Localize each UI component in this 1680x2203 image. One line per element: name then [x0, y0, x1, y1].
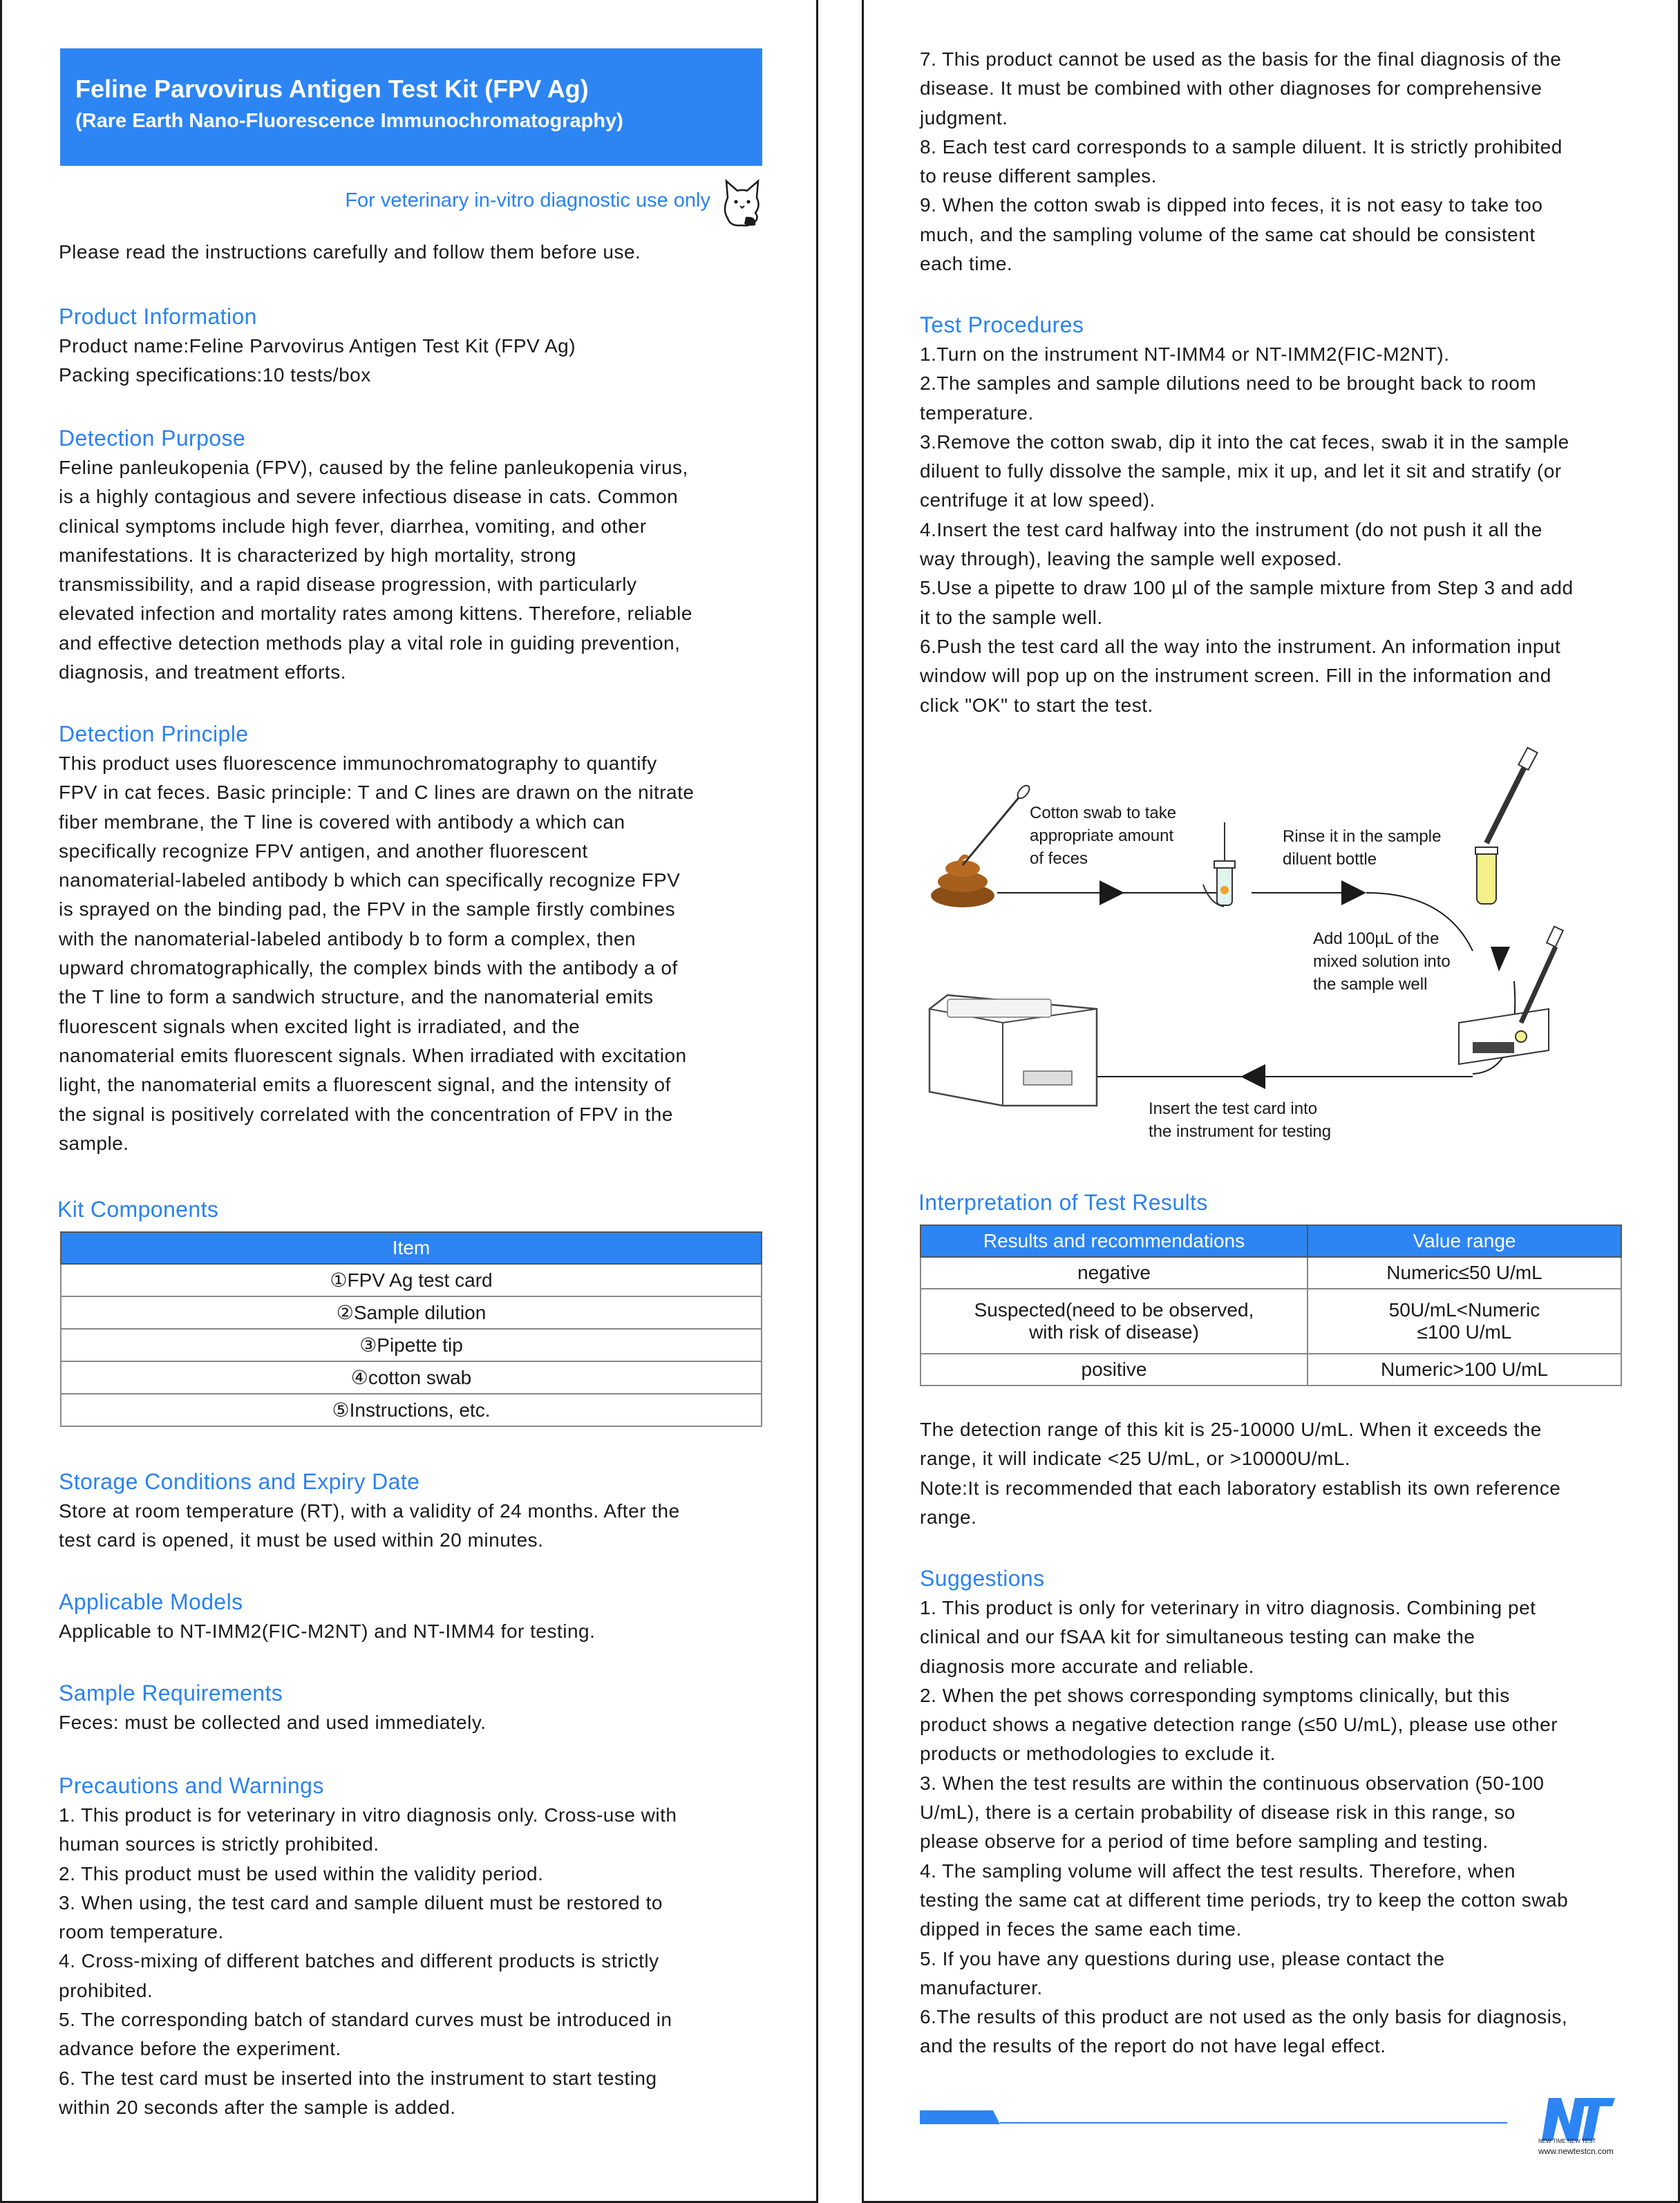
suggestion-line: clinical and our fSAA kit for simultaneous testing can make the: [920, 1626, 1475, 1648]
table-row: [921, 1354, 1621, 1386]
results-table: [920, 1225, 1622, 1386]
range-cell: 50U/mL<Numeric ≤100 U/mL: [1308, 1289, 1621, 1354]
procedure-line: window will pop up on the instrument screen. Fill in the information and: [920, 665, 1551, 687]
purpose-line: clinical symptoms include high fever, diarrhea, vomiting, and other: [59, 515, 647, 537]
table-row: [921, 1257, 1621, 1289]
table-row: [61, 1329, 762, 1361]
components-column-header: Item: [61, 1232, 762, 1264]
interpretation-heading: Interpretation of Test Results: [918, 1190, 1208, 1215]
range-cell: Numeric≤50 U/mL: [1308, 1257, 1621, 1289]
precaution-line: prohibited.: [59, 1979, 153, 2001]
purpose-line: manifestations. It is characterized by high mortality, strong: [59, 544, 576, 566]
precautions-heading: Precautions and Warnings: [59, 1773, 324, 1798]
insert-label-line: the instrument for testing: [1149, 1122, 1332, 1141]
purpose-line: Feline panleukopenia (FPV), caused by the feline panleukopenia virus,: [59, 457, 688, 478]
range-note: [920, 1415, 1623, 1532]
result-cell: positive: [921, 1354, 1308, 1386]
precaution-line: disease. It must be combined with other diagnoses for comprehensive: [920, 77, 1542, 100]
models-heading: Applicable Models: [59, 1589, 243, 1614]
product-info-heading: Product Information: [59, 304, 257, 329]
procedure-line: 4.Insert the test card halfway into the instrument (do not push it all the: [920, 518, 1542, 540]
add-label-line: Add 100µL of the: [1313, 929, 1440, 948]
procedure-line: 3.Remove the cotton swab, dip it into the cat feces, swab it in the sample: [920, 431, 1569, 453]
purpose-line: elevated infection and mortality rates among kittens. Therefore, reliable: [59, 603, 692, 625]
range-cell: Numeric>100 U/mL: [1308, 1354, 1621, 1386]
purpose-line: and effective detection methods play a vital role in guiding prevention,: [59, 632, 681, 654]
test-card-icon: [1459, 1009, 1549, 1064]
procedures-section: [920, 310, 1623, 720]
components-table: [60, 1231, 762, 1427]
procedure-line: click "OK" to start the test.: [920, 694, 1153, 716]
sample-req-section: [59, 1678, 762, 1737]
principle-line: with the nanomaterial-labeled antibody b to form a complex, then: [59, 927, 636, 949]
left-panel: [0, 0, 818, 2203]
procedures-heading: Test Procedures: [920, 312, 1084, 337]
precaution-line: human sources is strictly prohibited.: [59, 1833, 379, 1855]
component-item: ①FPV Ag test card: [61, 1264, 762, 1296]
arrow-down-icon: [1491, 947, 1510, 972]
swab-label: [1030, 802, 1176, 870]
precaution-line: judgment.: [920, 106, 1008, 129]
swab-label-line: of feces: [1030, 849, 1088, 868]
precaution-line: to reuse different samples.: [920, 165, 1157, 187]
suggestion-line: 3. When the test results are within the continuous observation (50-100: [920, 1772, 1545, 1794]
procedure-line: it to the sample well.: [920, 606, 1103, 628]
procedure-line: 2.The samples and sample dilutions need to be brought back to room: [920, 372, 1537, 395]
principle-line: the T line to form a sandwich structure, and the nanomaterial emits: [59, 986, 654, 1008]
precaution-line: 1. This product is for veterinary in vitro diagnosis only. Cross-use with: [59, 1804, 677, 1826]
principle-line: nanomaterial emits fluorescent signals. When irradiated with excitation: [59, 1044, 687, 1066]
instrument-icon: [929, 995, 1097, 1106]
precaution-line: 5. The corresponding batch of standard curves must be introduced in: [59, 2009, 672, 2031]
suggestion-line: and the results of the report do not have legal effect.: [920, 2035, 1386, 2057]
suggestion-line: manufacturer.: [920, 1976, 1043, 1998]
precautions-section: [59, 1770, 762, 2122]
title-banner: [60, 48, 762, 166]
procedure-line: way through), leaving the sample well exposed.: [920, 548, 1343, 570]
table-row: [61, 1394, 762, 1426]
range-note-line: The detection range of this kit is 25-10000 U/mL. When it exceeds the: [920, 1419, 1542, 1440]
principle-line: is sprayed on the binding pad, the FPV in the sample firstly combines: [59, 898, 676, 920]
precaution-line: 3. When using, the test card and sample diluent must be restored to: [59, 1891, 663, 1913]
principle-line: fiber membrane, the T line is covered with antibody a which can: [59, 811, 625, 833]
principle-line: sample.: [59, 1132, 129, 1154]
procedure-line: centrifuge it at low speed).: [920, 489, 1155, 511]
procedure-line: 5.Use a pipette to draw 100 µl of the sample mixture from Step 3 and add: [920, 577, 1574, 599]
component-item: ③Pipette tip: [61, 1329, 762, 1361]
rinse-label-line: diluent bottle: [1283, 850, 1377, 869]
component-item: ②Sample dilution: [61, 1296, 762, 1329]
precaution-line: advance before the experiment.: [59, 2038, 341, 2060]
suggestion-line: U/mL), there is a certain probability of disease risk in this range, so: [920, 1802, 1516, 1824]
principle-line: upward chromatographically, the complex binds with the antibody a of: [59, 957, 678, 979]
product-info-line: Product name:Feline Parvovirus Antigen Test Kit (FPV Ag): [59, 335, 576, 357]
product-info-line: Packing specifications:10 tests/box: [59, 364, 371, 386]
suggestions-section: [920, 1563, 1623, 2061]
purpose-line: is a highly contagious and severe infectious disease in cats. Common: [59, 486, 679, 508]
components-heading: Kit Components: [57, 1197, 219, 1222]
precaution-line: 7. This product cannot be used as the basis for the final diagnosis of the: [920, 48, 1562, 70]
table-row: [61, 1264, 762, 1296]
models-section: [59, 1587, 762, 1646]
vet-only-notice: For veterinary in-vitro diagnostic use only: [345, 189, 710, 211]
range-note-line: range, it will indicate <25 U/mL, or >10000U/mL.: [920, 1448, 1351, 1470]
footer-bar: [920, 2108, 1625, 2163]
product-title: Feline Parvovirus Antigen Test Kit (FPV Ag): [75, 75, 589, 103]
swab-label-line: appropriate amount: [1030, 826, 1174, 845]
diluent-tube-icon: [1203, 822, 1235, 907]
suggestion-line: 5. If you have any questions during use, please contact the: [920, 1947, 1445, 1969]
component-item: ④cotton swab: [61, 1361, 762, 1394]
models-line: Applicable to NT-IMM2(FIC-M2NT) and NT-IMM4 for testing.: [59, 1620, 596, 1642]
table-row: [61, 1361, 762, 1394]
range-note-line: Note:It is recommended that each laboratory establish its own reference: [920, 1477, 1561, 1499]
principle-heading: Detection Principle: [59, 721, 249, 746]
suggestions-heading: Suggestions: [920, 1566, 1045, 1591]
principle-line: nanomaterial-labeled antibody b which can specifically recognize FPV: [59, 869, 681, 891]
suggestion-line: diagnosis more accurate and reliable.: [920, 1655, 1254, 1677]
swab-label-line: Cotton swab to take: [1030, 804, 1177, 822]
rinse-label-line: Rinse it in the sample: [1283, 827, 1442, 846]
precaution-line: 4. Cross-mixing of different batches and different products is strictly: [59, 1950, 659, 1972]
insert-label: [1149, 1097, 1331, 1143]
add-label: [1313, 927, 1451, 996]
suggestion-line: product shows a negative detection range (≤50 U/mL), please use other: [920, 1714, 1558, 1736]
precaution-line: 8. Each test card corresponds to a sample diluent. It is strictly prohibited: [920, 135, 1563, 158]
cat-icon: [721, 177, 764, 228]
suggestion-line: products or methodologies to exclude it.: [920, 1743, 1276, 1765]
feces-icon: [931, 854, 994, 907]
result-cell: negative: [921, 1257, 1308, 1289]
intro-text: Please read the instructions carefully and follow them before use.: [59, 241, 641, 263]
storage-line: test card is opened, it must be used within 20 minutes.: [59, 1529, 544, 1551]
rinse-label: [1283, 825, 1441, 871]
storage-line: Store at room temperature (RT), with a validity of 24 months. After the: [59, 1500, 680, 1522]
logo-tagline: NEW TIME NEW TEST: [1538, 2138, 1596, 2144]
purpose-line: diagnosis, and treatment efforts.: [59, 661, 346, 683]
purpose-heading: Detection Purpose: [59, 426, 246, 451]
storage-heading: Storage Conditions and Expiry Date: [59, 1469, 420, 1494]
suggestion-line: testing the same cat at different time periods, try to keep the cotton swab: [920, 1889, 1569, 1911]
precaution-line: 9. When the cotton swab is dipped into feces, it is not easy to take too: [920, 194, 1543, 216]
principle-line: the signal is positively correlated with the concentration of FPV in the: [59, 1103, 673, 1125]
procedure-line: 6.Push the test card all the way into the instrument. An information input: [920, 635, 1561, 657]
add-label-line: the sample well: [1313, 975, 1428, 994]
suggestion-line: 6.The results of this product are not used as the only basis for diagnosis,: [920, 2006, 1568, 2028]
principle-line: FPV in cat feces. Basic principle: T and C lines are drawn on the nitrate: [59, 782, 695, 804]
result-cell: Suspected(need to be observed, with risk of disease): [921, 1289, 1308, 1354]
purpose-section: [59, 423, 762, 687]
principle-line: specifically recognize FPV antigen, and another fluorescent: [59, 840, 588, 862]
principle-section: [59, 719, 762, 1158]
sample-vial-icon: [1475, 847, 1498, 904]
precautions-continued: [920, 45, 1623, 278]
precaution-line: 6. The test card must be inserted into the instrument to start testing: [59, 2067, 657, 2089]
principle-line: fluorescent signals when excited light is irradiated, and the: [59, 1015, 581, 1037]
precaution-line: within 20 seconds after the sample is added.: [59, 2096, 456, 2118]
table-row: [921, 1289, 1621, 1354]
principle-line: This product uses fluorescence immunochromatography to quantify: [59, 753, 657, 774]
procedure-line: diluent to fully dissolve the sample, mix it up, and let it sit and stratify (or: [920, 460, 1562, 482]
procedure-line: 1.Turn on the instrument NT-IMM4 or NT-IMM2(FIC-M2NT).: [920, 343, 1450, 365]
range-column-header: Value range: [1308, 1225, 1621, 1257]
results-column-header: Results and recommendations: [921, 1225, 1308, 1257]
add-label-line: mixed solution into: [1313, 952, 1451, 971]
suggestion-line: 4. The sampling volume will affect the test results. Therefore, when: [920, 1860, 1516, 1882]
product-subtitle: (Rare Earth Nano-Fluorescence Immunochromatography): [75, 110, 623, 132]
website-text: www.newtestcn.com: [1538, 2146, 1614, 2156]
insert-label-line: Insert the test card into: [1149, 1099, 1318, 1118]
suggestion-line: 1. This product is only for veterinary in vitro diagnosis. Combining pet: [920, 1597, 1536, 1618]
arrow-left-icon: [1240, 1064, 1265, 1089]
sample-req-line: Feces: must be collected and used immediately.: [59, 1712, 487, 1733]
arrow-right-icon: [1341, 880, 1366, 905]
purpose-line: transmissibility, and a rapid disease progression, with particularly: [59, 574, 637, 596]
cotton-swab-icon: [963, 792, 1023, 865]
table-row: [61, 1296, 762, 1329]
procedure-line: temperature.: [920, 401, 1034, 424]
precaution-line: much, and the sampling volume of the same cat should be consistent: [920, 223, 1536, 245]
product-info-section: [59, 301, 762, 390]
arrow-right-icon: [1099, 880, 1124, 905]
range-note-line: range.: [920, 1506, 977, 1528]
component-item: ⑤Instructions, etc.: [61, 1394, 762, 1426]
precaution-line: 2. This product must be used within the validity period.: [59, 1862, 544, 1884]
suggestion-line: please observe for a period of time before sampling and testing.: [920, 1831, 1489, 1853]
pipette-icon: [1486, 748, 1538, 843]
pipette-icon: [1521, 927, 1563, 1023]
suggestion-line: 2. When the pet shows corresponding symptoms clinically, but this: [920, 1684, 1510, 1706]
suggestion-line: dipped in feces the same each time.: [920, 1918, 1242, 1940]
storage-section: [59, 1466, 762, 1556]
sample-req-heading: Sample Requirements: [59, 1681, 283, 1705]
precaution-line: each time.: [920, 253, 1013, 275]
precaution-line: room temperature.: [59, 1921, 224, 1943]
principle-line: light, the nanomaterial emits a fluorescent signal, and the intensity of: [59, 1074, 671, 1096]
